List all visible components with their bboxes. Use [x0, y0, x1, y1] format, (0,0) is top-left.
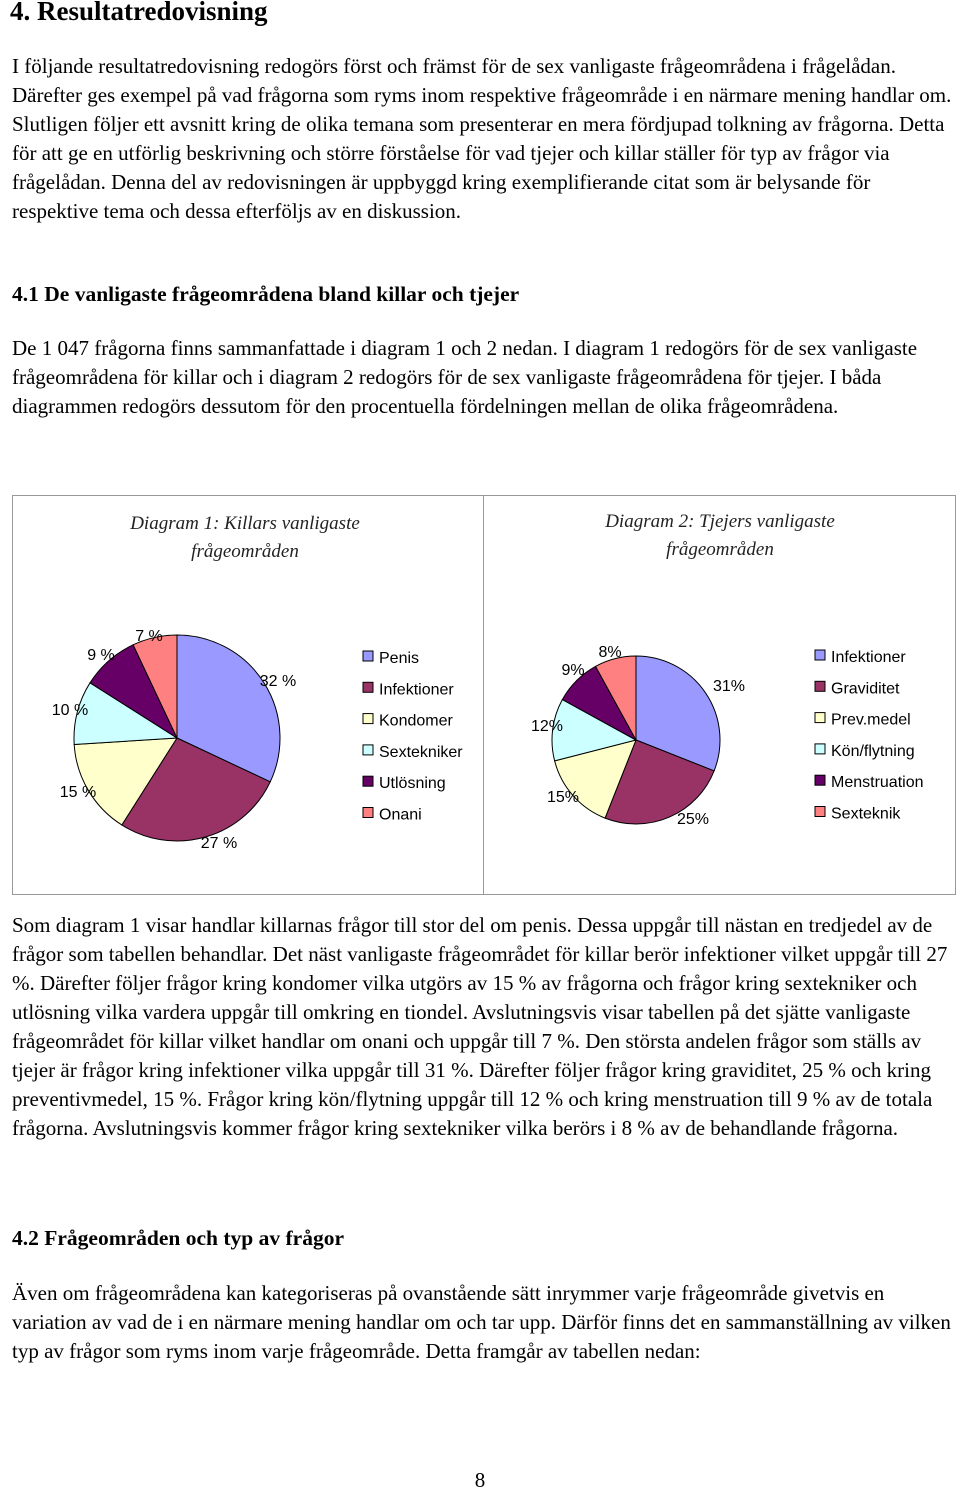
chart-2-slice-label-5: 9% — [561, 662, 585, 679]
subsection-heading-4-1: 4.1 De vanligaste frågeområdena bland killar och tjejer — [12, 282, 520, 306]
chart-1-title-line-2: frågeområden — [191, 541, 299, 562]
chart-2-legend-label-4: Kön/flytning — [831, 742, 915, 760]
chart-1-slice-label-1: 32 % — [259, 673, 297, 690]
chart-2-title-line-2: frågeområden — [666, 539, 774, 560]
chart-2-legend-swatch-5 — [815, 775, 825, 785]
chart-discussion-paragraph: Som diagram 1 visar handlar killarnas frågor till stor del om penis. Dessa uppgår till nästan en tredjedel av de frågor som tabellen behandlar. Det näst vanligaste frågeområdet för killar berör infektioner vilket uppgår till 27 %. Därefter följer frågor kring kondomer vilka utgörs av 15 % av frågorna och frågor kring sextekniker och utlösning vilka vardera uppgår till omkring en tiondel. Avslutningsvis visar tabellen på det sjätte vanligaste frågeområdet för killar vilket handlar om onani och uppgår till 7 %. Den största andelen frågor som ställs av tjejer är frågor kring infektioner vilka uppgår till 31 %. Därefter följer frågor kring graviditet, 25 % och kring preventivmedel, 15 %. Frågor kring kön/flytning uppgår till 12 % och kring menstruation till 9 % av de totala frågorna. Avslutningsvis kommer frågor kring sextekniker vilka berörs i 8 % av de behandlande frågorna. — [12, 913, 948, 1140]
chart-1-legend-swatch-1 — [363, 651, 373, 661]
chart-2-legend-swatch-6 — [815, 807, 825, 817]
chart-1-slice-label-2: 27 % — [200, 835, 238, 852]
chart-1-legend-label-2: Infektioner — [379, 681, 454, 699]
chart-1-legend-label-3: Kondomer — [379, 712, 453, 730]
chart-1-legend-swatch-4 — [363, 745, 373, 755]
page-number: 8 — [474, 1468, 486, 1492]
chart-2-title-line-1: Diagram 2: Tjejers vanligaste — [605, 511, 835, 532]
chart-1-title-line-1: Diagram 1: Killars vanligaste — [130, 513, 360, 534]
chart-1-legend-swatch-3 — [363, 714, 373, 724]
chart-2-legend-label-2: Graviditet — [831, 680, 900, 698]
chart-1-legend-swatch-5 — [363, 776, 373, 786]
chart-1-legend-label-5: Utlösning — [379, 775, 446, 793]
subsection-4-2-paragraph: Även om frågeområdena kan kategoriseras på ovanstående sätt inrymmer varje frågeområde givetvis en variation av vad de i en närmare mening handlar om och tar upp. Därför finns det en sammanställning av vilken typ av frågor som ryms inom varje frågeområde. Detta framgår av tabellen nedan: — [12, 1281, 951, 1363]
chart-2-slice-label-6: 8% — [598, 644, 622, 661]
chart-2-legend-label-1: Infektioner — [831, 649, 906, 666]
chart-1-slice-label-6: 7 % — [135, 628, 163, 645]
chart-2-legend-label-5: Menstruation — [831, 774, 924, 792]
intro-paragraph: I följande resultatredovisning redogörs först och främst för de sex vanligaste frågeområdena i frågelådan. Därefter ges exempel på vad frågorna som ryms inom respektive frågeområde i en närmare mening handlar om. Slutligen följer ett avsnitt kring de olika temana som presenterar en mera fördjupad tolkning av frågorna. Detta för att ge en utförlig beskrivning och större förståelse för vad tjejer och killar ställer för typ av frågor via frågelådan. Denna del av redovisningen är uppbyggd kring exemplifierande citat som är belysande för respektive tema och dessa efterföljs av en diskussion. — [12, 54, 952, 223]
chart-2-legend-swatch-1 — [815, 650, 825, 660]
chart-2-slice-label-2: 25% — [676, 811, 710, 828]
chart-1-slice-label-5: 9 % — [87, 647, 115, 664]
chart-1-slice-label-3: 15 % — [59, 784, 97, 801]
chart-1-legend-label-4: Sextekniker — [379, 743, 463, 761]
chart-2-legend-swatch-3 — [815, 713, 825, 723]
chart-2-slice-label-3: 15% — [546, 789, 580, 806]
subsection-heading-4-2: 4.2 Frågeområden och typ av frågor — [12, 1226, 344, 1250]
chart-1-pie — [52, 628, 464, 852]
chart-2-pie — [531, 644, 924, 828]
chart-1-legend-label-1: Penis — [379, 650, 420, 667]
chart-2-legend-swatch-4 — [815, 744, 825, 754]
chart-2-slice-label-1: 31% — [712, 678, 746, 695]
chart-1-slice-label-4: 10 % — [51, 702, 89, 719]
chart-2-legend-label-6: Sexteknik — [831, 805, 901, 823]
chart-1-legend-label-6: Onani — [379, 806, 422, 824]
subsection-4-1-paragraph: De 1 047 frågorna finns sammanfattade i diagram 1 och 2 nedan. I diagram 1 redogörs för de sex vanligaste frågeområdena för killar och i diagram 2 redogörs för de sex vanligaste frågeområdena för tjejer. I båda diagrammen redogörs dessutom för den procentuella fördelningen mellan de olika frågeområdena. — [12, 336, 918, 418]
chart-2-legend-label-3: Prev.medel — [831, 711, 911, 729]
chart-2-legend-swatch-2 — [815, 681, 825, 691]
chart-1-legend-swatch-6 — [363, 808, 373, 818]
section-title: 4. Resultatredovisning — [10, 0, 268, 26]
chart-1-legend-swatch-2 — [363, 682, 373, 692]
chart-2-slice-label-4: 12% — [530, 718, 564, 735]
